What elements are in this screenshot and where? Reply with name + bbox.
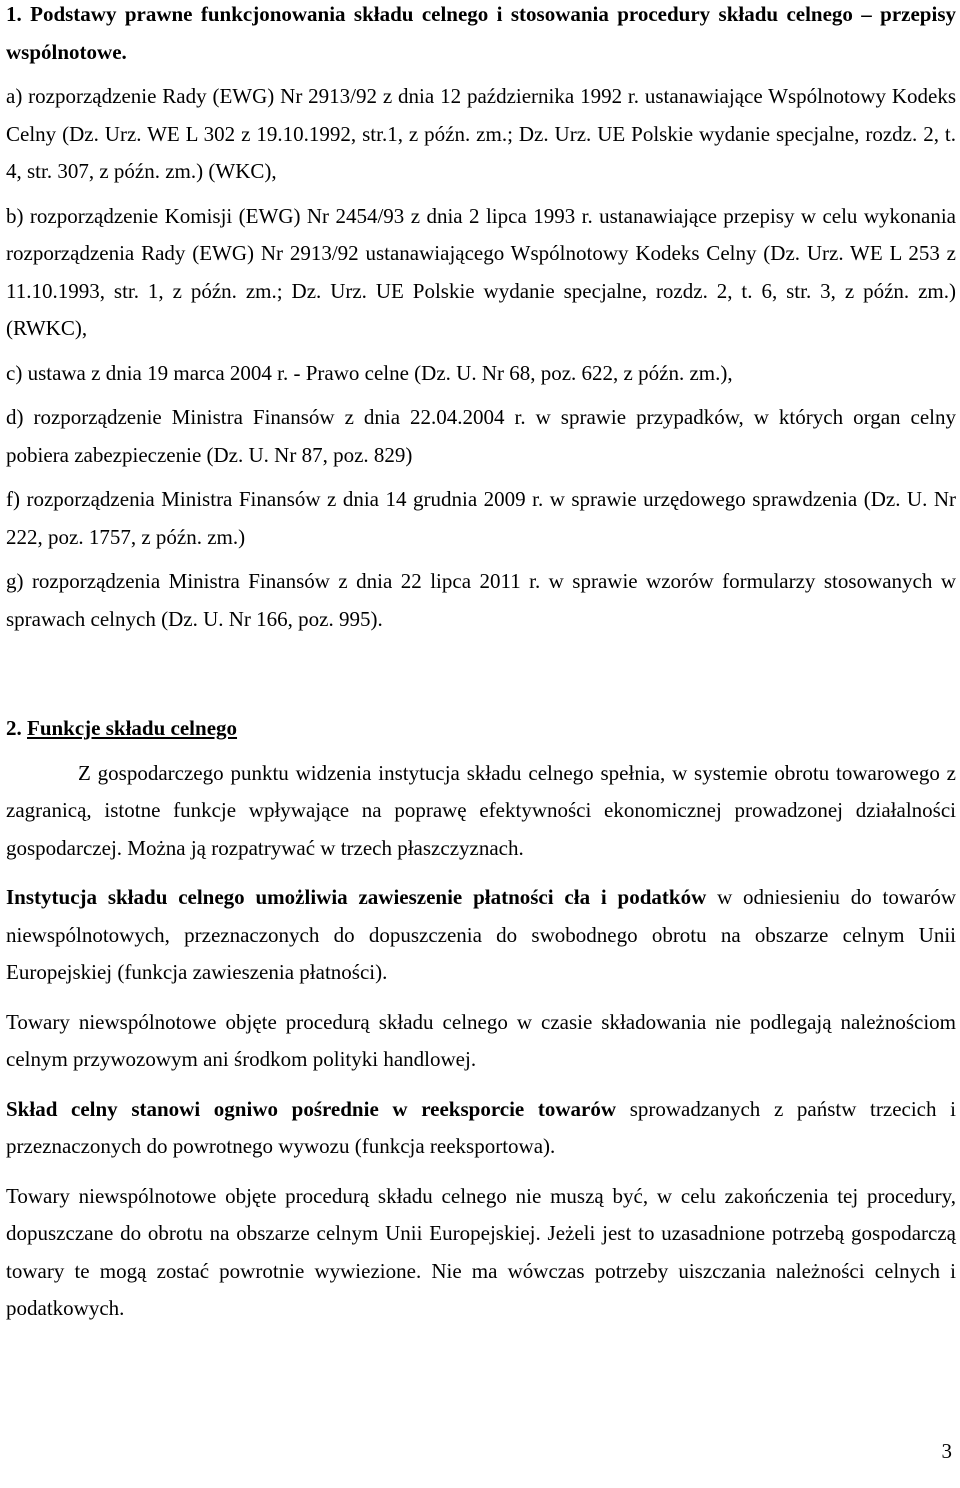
section-2-title: Funkcje składu celnego [27,716,238,740]
legal-item-f: f) rozporządzenia Ministra Finansów z dnia 14 grudnia 2009 r. w sprawie urzędowego sprawdzenia (Dz. U. Nr 222, poz. 1757, z późn. zm.) [6,487,956,549]
legal-item-a: a) rozporządzenie Rady (EWG) Nr 2913/92 z dnia 12 października 1992 r. ustanawiające Wspólnotowy Kodeks Celny (Dz. Urz. WE L 302 z 19.10.1992, str.1, z późn. zm.; Dz. Urz. UE Polskie wydanie specjalne, rozdz. 2, t. 4, str. 307, z późn. zm.) (WKC), [6,84,956,183]
section-1-heading: 1. Podstawy prawne funkcjonowania składu celnego i stosowania procedury składu celnego – przepisy wspólnotowe. [6,2,956,64]
legal-item-d: d) rozporządzenie Ministra Finansów z dnia 22.04.2004 r. w sprawie przypadków, w których organ celny pobiera zabezpieczenie (Dz. U. Nr 87, poz. 829) [6,405,956,467]
paragraph-reexport [6,1091,956,1166]
paragraph-suspension [6,879,956,992]
paragraph-suspension-rest: w odniesieniu do towarów niewspólnotowych, przeznaczonych do dopuszczenia do swobodnego obrotu na obszarze celnym Unii Europejskiej (funkcja zawieszenia płatności). [6,885,956,984]
legal-item-b: b) rozporządzenie Komisji (EWG) Nr 2454/93 z dnia 2 lipca 1993 r. ustanawiające przepisy w celu wykonania rozporządzenia Rady (EWG) Nr 2913/92 ustanawiającego Wspólnotowy Kodeks Celny (Dz. Urz. WE L 253 z 11.10.1993, str. 1, z późn. zm.; Dz. Urz. UE Polskie wydanie specjalne, rozdz. 2, t. 6, str. 3, z późn. zm.) (RWKC), [6,203,956,340]
section-2-heading [6,710,956,748]
paragraph-non-community-goods: Towary niewspólnotowe objęte procedurą składu celnego w czasie składowania nie podlegają należnościom celnym przywozowym ani środkom polityki handlowej. [6,1009,956,1071]
page-content [6,0,956,1328]
legal-item-c: c) ustawa z dnia 19 marca 2004 r. - Prawo celne (Dz. U. Nr 68, poz. 622, z późn. zm.), [6,360,733,385]
paragraph-reexport-rest: sprowadzanych z państw trzecich i przeznaczonych do powrotnego wywozu (funkcja reeksportowa). [6,1096,956,1158]
section-2-intro: Z gospodarczego punktu widzenia instytucja składu celnego spełnia, w systemie obrotu towarowego z zagranicą, istotne funkcje wpływające na poprawę efektywności ekonomicznej prowadzonej działalności gospodarczej. Można ją rozpatrywać w trzech płaszczyznach. [6,760,956,860]
section-2-number: 2. [6,716,22,740]
paragraph-reexport-bold: Skład celny stanowi ogniwo pośrednie w reeksporcie towarów [6,1096,617,1121]
page-number: 3 [941,1439,952,1463]
paragraph-suspension-bold: Instytucja składu celnego umożliwia zawieszenie płatności cła i podatków [6,885,707,909]
paragraph-reexport-details: Towary niewspólnotowe objęte procedurą składu celnego nie muszą być, w celu zakończenia tej procedury, dopuszczane do obrotu na obszarze celnym Unii Europejskiej. Jeżeli jest to uzasadnione potrzebą gospodarczą towary te mogą zostać powrotnie wywiezione. Nie ma wówczas potrzeby uiszczania należności celnych i podatkowych. [6,1183,956,1320]
legal-item-g: g) rozporządzenia Ministra Finansów z dnia 22 lipca 2011 r. w sprawie wzorów formularzy stosowanych w sprawach celnych (Dz. U. Nr 166, poz. 995). [6,569,956,631]
